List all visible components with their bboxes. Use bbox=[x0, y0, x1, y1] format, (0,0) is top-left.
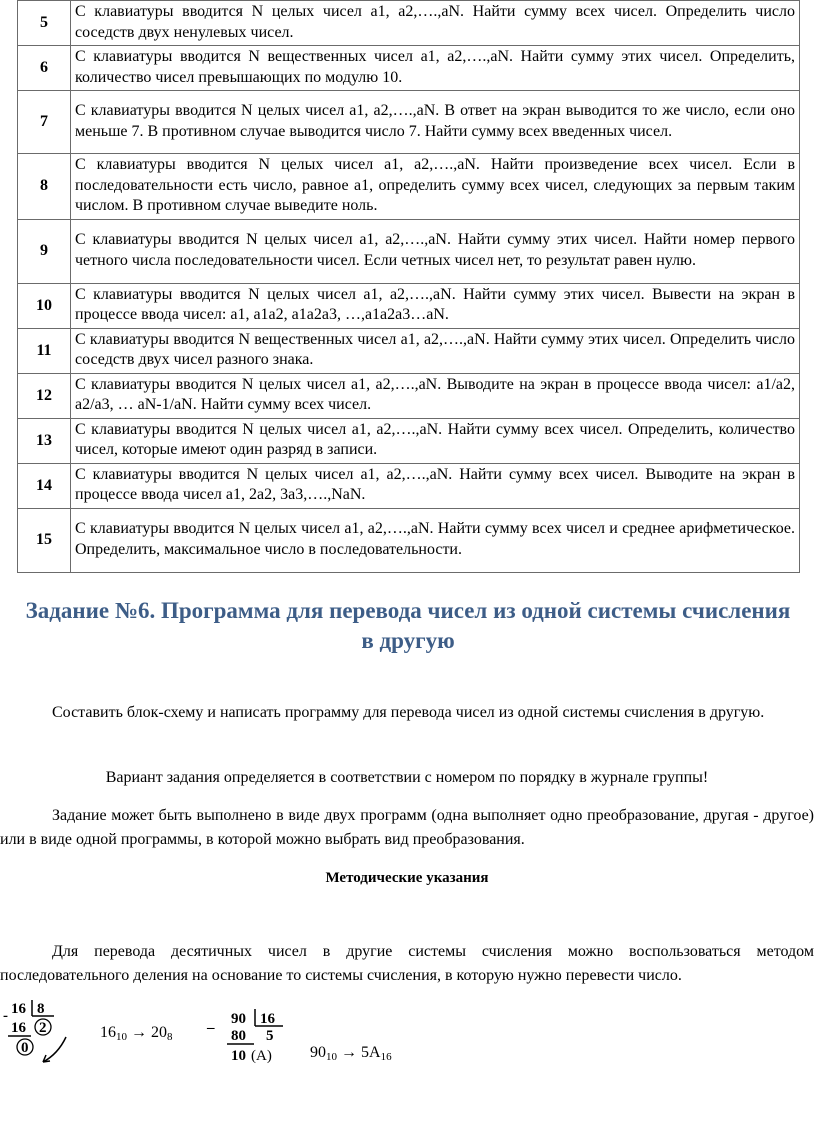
row-text: С клавиатуры вводится N вещественных чисел a1, a2,….,aN. Найти сумму этих чисел. Определить, количество чисел превышающих по модулю 10. bbox=[71, 46, 800, 91]
table-row bbox=[18, 219, 800, 283]
row-text: С клавиатуры вводится N целых чисел a1, a2,….,aN. Найти сумму этих чисел. Найти номер первого четного числа последовательности чисел. Если четных чисел нет, то результат равен нулю. bbox=[71, 219, 800, 283]
minus-sign: – bbox=[207, 1020, 215, 1036]
remainder: 0 bbox=[21, 1040, 29, 1056]
tasks-table bbox=[17, 0, 800, 573]
formula-2: $90_{10} \to 5A_{16}$ bbox=[310, 1044, 392, 1063]
table-row bbox=[18, 1, 800, 46]
row-number: 14 bbox=[18, 463, 71, 508]
row-number: 12 bbox=[18, 373, 71, 418]
row-text: С клавиатуры вводится N целых чисел a1, a2,….,aN. Найти произведение всех чисел. Если в последовательности есть число, равное a1, определить сумму всех чисел, следующих за первым таким числом. В противном случае выведите ноль. bbox=[71, 154, 800, 220]
table-row bbox=[18, 328, 800, 373]
row-number: 5 bbox=[18, 1, 71, 46]
method-title: Методические указания bbox=[325, 870, 489, 886]
dividend: 90 bbox=[231, 1011, 246, 1027]
row-number: 15 bbox=[18, 508, 71, 572]
table-row bbox=[18, 508, 800, 572]
table-row bbox=[18, 91, 800, 154]
product: 16 bbox=[11, 1020, 26, 1036]
paragraph-task: Составить блок-схему и написать программу для перевода чисел из одной системы счисления в другую. bbox=[52, 704, 765, 721]
divisor: 16 bbox=[260, 1011, 275, 1027]
paragraph-method: Для перевода десятичных чисел в другие системы счисления можно воспользоваться методом последовательного деления на основание то системы счисления, в которую нужно перевести число. bbox=[0, 943, 814, 984]
quotient: 2 bbox=[39, 1020, 47, 1036]
table-row bbox=[18, 463, 800, 508]
row-text: С клавиатуры вводится N целых чисел a1, a2,….,aN. Найти сумму всех чисел. Выводите на экран в процессе ввода чисел a1, 2a2, 3a3,….,NaN. bbox=[71, 463, 800, 508]
row-number: 7 bbox=[18, 91, 71, 154]
row-text: С клавиатуры вводится N вещественных чисел a1, a2,….,aN. Найти сумму этих чисел. Определить число соседств двух чисел разного знака. bbox=[71, 328, 800, 373]
row-number: 6 bbox=[18, 46, 71, 91]
product: 80 bbox=[231, 1028, 246, 1044]
table-row bbox=[18, 283, 800, 328]
row-text: С клавиатуры вводится N целых чисел a1, a2,….,aN. Выводите на экран в процессе ввода чисел: a1/a2, a2/a3, … aN-1/aN. Найти сумму всех чисел. bbox=[71, 373, 800, 418]
quotient: 5 bbox=[266, 1028, 274, 1044]
minus-sign: - bbox=[3, 1008, 8, 1024]
row-text: С клавиатуры вводится N целых чисел a1, a2,….,aN. Найти сумму всех чисел. Определить число соседств двух ненулевых чисел. bbox=[71, 1, 800, 46]
table-row bbox=[18, 46, 800, 91]
row-number: 13 bbox=[18, 418, 71, 463]
table-row bbox=[18, 373, 800, 418]
paragraph-variant: Вариант задания определяется в соответствии с номером по порядку в журнале группы! bbox=[105, 769, 709, 786]
remainder-hex: (A) bbox=[251, 1048, 272, 1064]
heading-line-1: Задание №6. Программа для перевода чисел из одной системы счисления bbox=[25, 598, 791, 623]
division-example-1 bbox=[0, 998, 80, 1073]
table-row bbox=[18, 418, 800, 463]
row-number: 11 bbox=[18, 328, 71, 373]
formula-1: $16_{10} \to 20_8$ bbox=[100, 1024, 173, 1043]
dividend: 16 bbox=[11, 1001, 26, 1017]
row-number: 9 bbox=[18, 219, 71, 283]
row-number: 10 bbox=[18, 283, 71, 328]
row-text: С клавиатуры вводится N целых чисел a1, a2,….,aN. В ответ на экран выводится то же число, если оно меньше 7. В противном случае выводится число 7. Найти сумму всех введенных чисел. bbox=[71, 91, 800, 154]
row-text: С клавиатуры вводится N целых чисел a1, a2,….,aN. Найти сумму всех чисел и среднее арифметическое. Определить, максимальное число в последовательности. bbox=[71, 508, 800, 572]
row-text: С клавиатуры вводится N целых чисел a1, a2,….,aN. Найти сумму всех чисел. Определить, количество чисел, которые имеют один разряд в записи. bbox=[71, 418, 800, 463]
heading-line-2: в другую bbox=[361, 628, 455, 653]
row-text: С клавиатуры вводится N целых чисел a1, a2,….,aN. Найти сумму этих чисел. Вывести на экран в процессе ввода чисел: a1, a1a2, a1a2a3, …,a1a2a3…aN. bbox=[71, 283, 800, 328]
division-example-2 bbox=[205, 1006, 300, 1066]
divisor: 8 bbox=[37, 1001, 45, 1017]
paragraph-programs: Задание может быть выполнено в виде двух программ (одна выполняет одно преобразование, другая - другое) или в виде одной программы, в которой можно выбрать вид преобразования. bbox=[0, 807, 814, 848]
remainder: 10 bbox=[231, 1048, 246, 1064]
section-heading bbox=[0, 596, 816, 656]
row-number: 8 bbox=[18, 154, 71, 220]
table-row bbox=[18, 154, 800, 220]
